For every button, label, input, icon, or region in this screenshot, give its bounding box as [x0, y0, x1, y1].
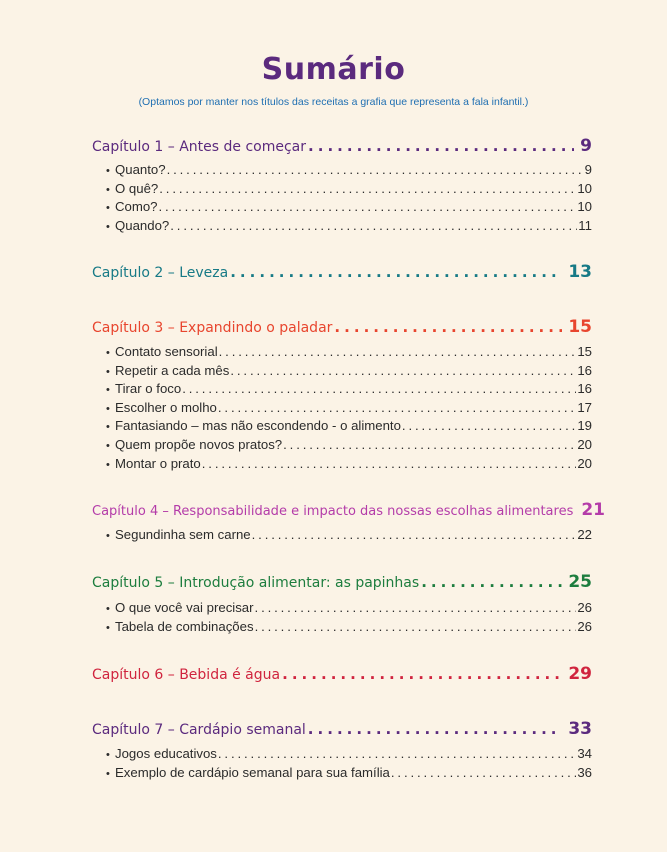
chapter-label: Capítulo 7 – Cardápio semanal	[92, 722, 306, 738]
bullet-icon: •	[106, 767, 110, 780]
list-item[interactable]: • Quando? . . . 11	[106, 218, 592, 237]
list-item[interactable]: • Exemplo de cardápio semanal para sua família . . . 36	[106, 765, 592, 784]
dot-leader	[421, 573, 562, 591]
chapter-page-number: 21	[581, 500, 606, 520]
dot-leader	[230, 263, 562, 281]
chapter-4-heading[interactable]	[92, 500, 606, 520]
list-item[interactable]: • Contato sensorial . . . 15	[106, 344, 592, 363]
list-item[interactable]: • Fantasiando – mas não escondendo - o alimento . . . 19	[106, 418, 592, 437]
chapter-label: Capítulo 2 – Leveza	[92, 265, 229, 281]
list-item[interactable]: • O quê? . . . 10	[106, 181, 592, 200]
list-item[interactable]: • Quem propõe novos pratos? . . . 20	[106, 437, 592, 456]
dot-leader	[308, 137, 574, 155]
chapter-5-heading[interactable]	[92, 572, 592, 592]
bullet-icon: •	[106, 530, 110, 542]
dot-leader	[308, 720, 563, 738]
chapter-page-number: 25	[568, 572, 592, 592]
chapter-label: Capítulo 3 – Expandindo o paladar	[92, 320, 333, 336]
list-item[interactable]: • Jogos educativos . . . 34	[106, 746, 592, 765]
chapter-3-heading[interactable]	[92, 317, 592, 337]
list-item[interactable]: • Tabela de combinações . . . 26	[106, 619, 592, 638]
list-item[interactable]: • Escolher o molho . . . 17	[106, 400, 592, 419]
chapter-label: Capítulo 6 – Bebida é água	[92, 667, 281, 683]
bullet-icon: •	[106, 458, 110, 471]
list-item[interactable]: • Segundinha sem carne . . . 22	[106, 527, 592, 546]
chapter-5-items	[106, 600, 592, 637]
bullet-icon: •	[106, 384, 110, 397]
chapter-6-heading[interactable]	[92, 664, 592, 684]
chapter-label: Capítulo 4 – Responsabilidade e impacto das nossas escolhas alimentares	[92, 504, 574, 519]
bullet-icon: •	[106, 439, 110, 452]
chapter-page-number: 15	[568, 317, 592, 337]
bullet-icon: •	[106, 603, 110, 615]
chapter-2-heading[interactable]	[92, 262, 592, 282]
bullet-icon: •	[106, 220, 110, 233]
chapter-1-items	[106, 162, 592, 236]
chapter-4-items	[106, 527, 592, 546]
bullet-icon: •	[106, 183, 110, 196]
bullet-icon: •	[106, 165, 110, 177]
chapter-page-number: 13	[568, 262, 592, 282]
chapter-page-number: 33	[568, 719, 592, 739]
chapter-1-heading[interactable]	[92, 136, 592, 156]
chapter-page-number: 29	[568, 664, 592, 684]
list-item[interactable]: • Quanto? . . . 9	[106, 162, 592, 181]
bullet-icon: •	[106, 621, 110, 634]
page-subtitle: (Optamos por manter nos títulos das receitas a grafia que representa a fala infantil.)	[138, 96, 529, 108]
page-title: Sumário	[261, 52, 406, 87]
chapter-label: Capítulo 5 – Introdução alimentar: as papinhas	[92, 575, 420, 591]
dot-leader	[282, 665, 562, 683]
bullet-icon: •	[106, 402, 110, 415]
chapter-label: Capítulo 1 – Antes de começar	[92, 139, 306, 155]
bullet-icon: •	[106, 421, 110, 434]
list-item[interactable]: • Montar o prato . . . 20	[106, 456, 592, 475]
bullet-icon: •	[106, 365, 110, 378]
chapter-7-heading[interactable]	[92, 719, 592, 739]
bullet-icon: •	[106, 347, 110, 359]
list-item[interactable]: • Repetir a cada mês . . . 16	[106, 363, 592, 382]
bullet-icon: •	[106, 749, 110, 761]
dot-leader	[334, 318, 562, 336]
list-item[interactable]: • O que você vai precisar . . . 26	[106, 600, 592, 619]
list-item[interactable]: • Tirar o foco . . . 16	[106, 381, 592, 400]
chapter-3-items	[106, 344, 592, 474]
bullet-icon: •	[106, 202, 110, 215]
list-item[interactable]: • Como? . . . 10	[106, 199, 592, 218]
chapter-page-number: 9	[580, 136, 592, 156]
chapter-7-items	[106, 746, 592, 783]
